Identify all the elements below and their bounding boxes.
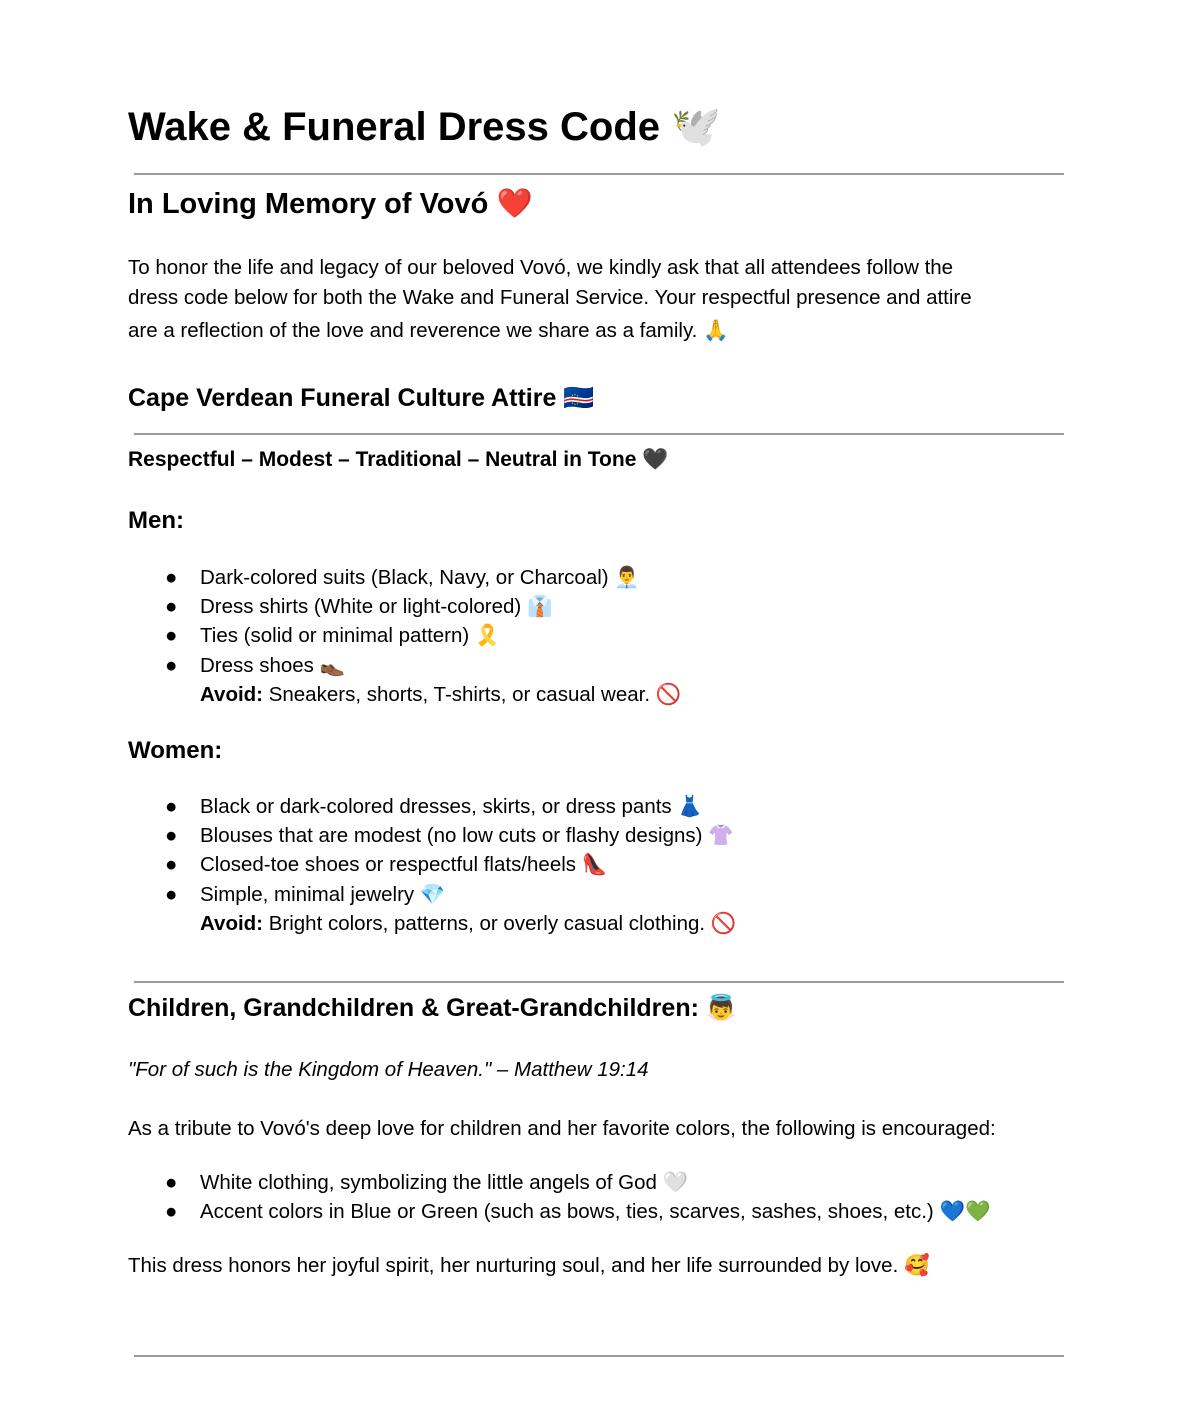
divider [134, 981, 1064, 983]
tone-line: Respectful – Modest – Traditional – Neutral in Tone 🖤 [128, 448, 669, 471]
list-item: ● Accent colors in Blue or Green (such as bows, ties, scarves, sashes, shoes, etc.) 💙💚 [128, 1197, 991, 1226]
intro-line: dress code below for both the Wake and Funeral Service. Your respectful presence and attire [128, 286, 972, 309]
memory-heading: In Loving Memory of Vovó ❤️ [128, 188, 533, 220]
children-heading: Children, Grandchildren & Great-Grandchildren: 👼 [128, 994, 737, 1022]
men-list [128, 563, 681, 709]
divider [134, 1355, 1064, 1357]
children-list [128, 1168, 991, 1226]
list-item: ● Simple, minimal jewelry 💎 [128, 880, 736, 909]
children-intro: As a tribute to Vovó's deep love for children and her favorite colors, the following is encouraged: [128, 1117, 996, 1140]
women-list [128, 792, 736, 938]
men-heading: Men: [128, 507, 184, 534]
bullet-icon: ● [165, 566, 178, 589]
bullet-icon: ● [165, 1171, 178, 1194]
list-item: ● Dress shoes 👞 [128, 651, 681, 680]
bullet-icon: ● [165, 1200, 178, 1224]
women-avoid: Avoid: Bright colors, patterns, or overly casual clothing. 🚫 [200, 911, 737, 935]
page-title: Wake & Funeral Dress Code 🕊️ [128, 105, 721, 149]
bullet-icon: ● [165, 624, 178, 648]
list-item: ● Dark-colored suits (Black, Navy, or Charcoal) 👨‍💼 [128, 563, 681, 592]
list-item: ● Ties (solid or minimal pattern) 🎗️ [128, 621, 681, 650]
intro-line: To honor the life and legacy of our beloved Vovó, we kindly ask that all attendees follow the [128, 256, 954, 279]
divider [134, 173, 1064, 175]
intro-paragraph [128, 253, 972, 346]
closing-line: This dress honors her joyful spirit, her nurturing soul, and her life surrounded by love. 🥰 [128, 1254, 930, 1277]
bullet-icon: ● [165, 853, 178, 877]
scripture-quote: "For of such is the Kingdom of Heaven." – Matthew 19:14 [128, 1058, 649, 1081]
bullet-icon: ● [165, 824, 178, 848]
divider [134, 433, 1064, 435]
list-item: ● Closed-toe shoes or respectful flats/heels 👠 [128, 850, 736, 879]
list-item: ● White clothing, symbolizing the little angels of God 🤍 [128, 1168, 991, 1197]
list-item: ● Blouses that are modest (no low cuts or flashy designs) 👚 [128, 821, 736, 850]
dove-icon: 🕊️ [671, 105, 721, 149]
heart-icon: ❤️ [496, 188, 533, 220]
cape-verde-flag-icon: 🇨🇻 [563, 384, 595, 412]
list-item: ● Dress shirts (White or light-colored) 👔 [128, 592, 681, 621]
men-avoid: Avoid: Sneakers, shorts, T-shirts, or casual wear. 🚫 [200, 682, 682, 706]
bullet-icon: ● [165, 795, 178, 818]
intro-line: are a reflection of the love and reverence we share as a family. 🙏 [128, 319, 729, 342]
bullet-icon: ● [165, 882, 178, 906]
women-heading: Women: [128, 737, 223, 764]
culture-heading: Cape Verdean Funeral Culture Attire 🇨🇻 [128, 384, 595, 412]
bullet-icon: ● [165, 595, 178, 619]
list-item: ● Black or dark-colored dresses, skirts, or dress pants 👗 [128, 792, 736, 821]
bullet-icon: ● [165, 653, 178, 677]
